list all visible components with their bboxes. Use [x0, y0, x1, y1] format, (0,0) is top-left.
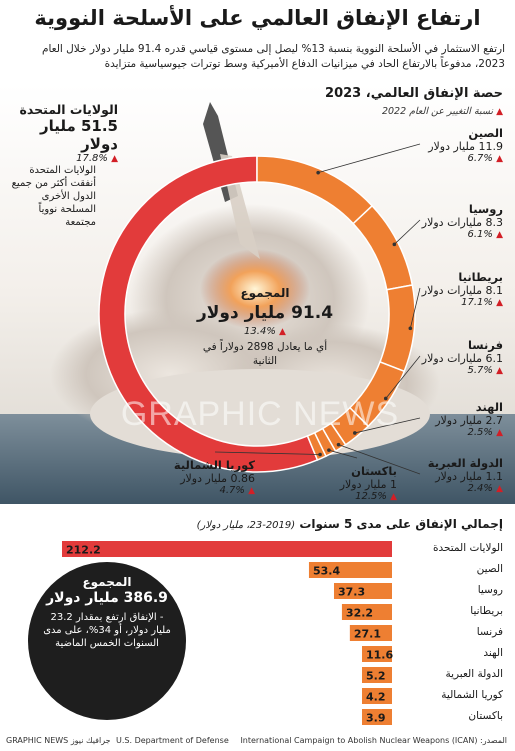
slice-value: 1 مليار دولار — [339, 478, 397, 491]
up-arrow-icon: ▲ — [496, 154, 503, 164]
bar-value-label: 212.2 — [66, 543, 101, 557]
up-arrow-icon: ▲ — [248, 486, 255, 496]
slice-name: كوريا الشمالية — [173, 458, 255, 472]
slice-value: 8.1 مليارات دولار — [421, 284, 503, 297]
slice-label — [428, 456, 503, 494]
bar-value-label: 11.6 — [366, 648, 394, 662]
up-arrow-icon: ▲ — [279, 327, 286, 337]
slice-name: فرنسا — [467, 338, 503, 352]
slice-name: الصين — [468, 126, 503, 140]
slice-label — [435, 400, 503, 438]
donut-slice — [353, 206, 412, 290]
footer — [0, 733, 515, 751]
bar-value-label: 53.4 — [312, 564, 341, 578]
bar-category-label: فرنسا — [476, 626, 503, 638]
leader-dot — [327, 448, 331, 452]
bar-value-label: 27.1 — [353, 627, 381, 641]
up-arrow-icon: ▲ — [496, 366, 503, 376]
bar-chart-title — [197, 517, 503, 531]
bar-chart-title-text: إجمالي الإنفاق على مدى 5 سنوات — [299, 517, 503, 531]
leader-dot — [316, 171, 320, 175]
slice-label-usa — [8, 102, 118, 164]
up-arrow-icon: ▲ — [390, 492, 397, 502]
slice-value: 8.3 مليارات دولار — [421, 216, 503, 229]
circle-note: - الإنفاق ارتفع بمقدار 23.2 مليار دولار، أو 34%، على مدى السنوات الخمس الماضية — [43, 612, 171, 649]
slice-label — [422, 202, 503, 240]
bar-category-label: كوريا الشمالية — [441, 689, 503, 701]
up-arrow-icon: ▲ — [111, 154, 118, 164]
leader-dot — [409, 327, 413, 331]
bar-value-label: 4.2 — [366, 690, 386, 704]
slice-name: الدولة العبرية — [427, 456, 503, 470]
circle-value: 386.9 مليار دولار — [46, 590, 168, 606]
leader-dot — [337, 443, 341, 447]
bar-category-label: بريطانيا — [470, 605, 503, 617]
slice-change-text: 6.7% — [467, 153, 497, 164]
source-text: المصدر: International Campaign to Abolish Nuclear Weapons (ICAN) — [240, 736, 507, 745]
donut-slice — [257, 156, 372, 224]
slice-name: روسيا — [468, 202, 503, 216]
usa-note: الولايات المتحدة أنفقت أكثر من جميع الدول الأخرى المسلحة نووياً مجتمعة — [11, 165, 96, 228]
watermark-logo: GRAPHIC NEWS — [120, 395, 400, 433]
total-label: المجموع — [240, 286, 290, 300]
bar — [62, 541, 392, 557]
slice-label — [340, 464, 397, 502]
slice-change-text: 4.7% — [219, 485, 249, 496]
slice-change — [422, 365, 503, 376]
slice-value: 11.9 مليار دولار — [428, 140, 503, 153]
up-arrow-icon: ▲ — [496, 107, 503, 117]
page-title: ارتفاع الإنفاق العالمي على الأسلحة النووية — [34, 6, 481, 30]
bar-chart-subtitle: (2019-23، مليار دولار) — [196, 520, 296, 531]
slice-value: 0.86 مليار دولار — [180, 472, 255, 485]
slice-label — [428, 126, 503, 164]
slice-name: الهند — [475, 400, 503, 414]
slice-change — [428, 153, 503, 164]
slice-change — [8, 153, 118, 164]
slice-change — [174, 485, 255, 496]
bar-value-label: 32.2 — [345, 606, 374, 620]
slice-value: 6.1 مليارات دولار — [421, 352, 503, 365]
bar-category-label: باكستان — [468, 710, 503, 722]
slice-change-text: 6.1% — [467, 229, 497, 240]
leader-line — [329, 450, 357, 458]
bar-category-label: الصين — [476, 563, 503, 575]
slice-change-text: 17.8% — [76, 153, 108, 164]
slice-label — [422, 338, 503, 376]
slice-label — [174, 458, 255, 496]
slice-change-text: 5.7% — [467, 365, 497, 376]
five-year-total-circle — [28, 562, 186, 720]
slice-change — [422, 229, 503, 240]
circle-label: المجموع — [82, 575, 132, 589]
slice-change — [428, 483, 503, 494]
up-arrow-icon: ▲ — [496, 428, 503, 438]
donut-total — [190, 286, 340, 368]
slice-value: 51.5 مليار دولار — [39, 117, 118, 153]
slice-change-text: 12.5% — [355, 491, 391, 502]
leader-dot — [393, 243, 397, 247]
up-arrow-icon: ▲ — [496, 484, 503, 494]
slice-name: الولايات المتحدة — [19, 102, 118, 117]
slice-label — [422, 270, 503, 308]
slice-change-text: 17.1% — [461, 297, 497, 308]
intro-text: ارتفع الاستثمار في الأسلحة النووية بنسبة 13% ليصل إلى مستوى قياسي قدره 91.4 مليار دولار خلال العام 2023، مدفوعاً بالارتفاع الحاد في ميزانيات الدفاع الأميركية وسط توترات جيوسياسية متزايدة — [41, 43, 505, 70]
slice-change-text: 2.5% — [467, 427, 497, 438]
total-value: 91.4 مليار دولار — [196, 303, 334, 323]
bar-value-label: 3.9 — [366, 711, 386, 725]
total-equivalent: أي ما يعادل 2898 دولاراً في الثانية — [202, 341, 328, 367]
slice-change — [422, 297, 503, 308]
share-chart-subtitle-text: نسبة التغيير عن العام 2022 — [381, 106, 494, 117]
up-arrow-icon: ▲ — [496, 298, 503, 308]
slice-name: باكستان — [351, 464, 397, 478]
bar-value-label: 37.3 — [337, 585, 366, 599]
bar-category-label: روسيا — [477, 584, 503, 596]
up-arrow-icon: ▲ — [496, 230, 503, 240]
slice-value: 1.1 مليار دولار — [435, 470, 503, 483]
slice-name: بريطانيا — [458, 270, 503, 284]
share-chart-title: حصة الإنفاق العالمي، 2023 — [325, 86, 503, 101]
leader-line — [318, 144, 420, 173]
bar-value-label: 5.2 — [366, 669, 386, 683]
slice-change — [435, 427, 503, 438]
credit-text: GRAPHIC NEWS جرافيك نيوز — [6, 736, 111, 745]
source-text-2: U.S. Department of Defense — [116, 736, 229, 745]
bar-category-label: الولايات المتحدة — [432, 542, 503, 554]
bar-category-label: الهند — [483, 647, 503, 659]
leader-dot — [318, 453, 322, 457]
slice-change-text: 2.4% — [467, 483, 497, 494]
slice-value: 2.7 مليار دولار — [435, 414, 503, 427]
slice-change — [340, 491, 397, 502]
leader-line — [394, 220, 420, 244]
total-change — [190, 326, 340, 337]
bar-category-label: الدولة العبرية — [445, 668, 503, 680]
total-change-text: 13.4% — [244, 326, 276, 337]
